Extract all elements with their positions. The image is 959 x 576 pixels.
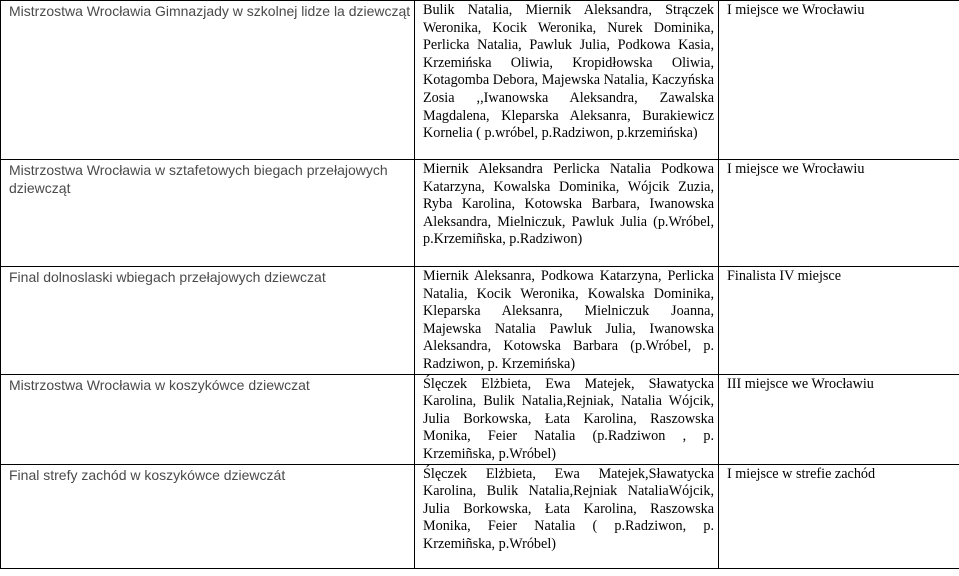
result-cell: I miejsce we Wrocławiu [719,1,959,160]
result-cell: I miejsce w strefie zachód [719,464,959,568]
team-members-cell: Bulik Natalia, Miernik Aleksandra, Strączek Weronika, Kocik Weronika, Nurek Dominika, Perlicka Natalia, Pawluk Julia, Podkowa Kasia, Krzemińska Oliwia, Kropidłowska Oliwia, Kotagomba Debora, Majewska Natalia, Kaczyńska Zosia ,,Iwanowska Aleksandra, Zawalska Magdalena, Kleparska Aleksanra, Burakiewicz Kornelia ( p.wróbel, p.Radziwon, p.krzemińska) [415,1,719,160]
event-name-cell: Final dolnoslaski wbiegach przełajowych dziewczat [1,267,415,375]
team-members-cell: Miernik Aleksandra Perlicka Natalia Podkowa Katarzyna, Kowalska Dominika, Wójcik Zuzia, Ryba Karolina, Kotowska Barbara, Iwanowska Aleksandra, Mielniczuk, Pawluk Julia (p.Wróbel, p.Krzemiñska, p.Radziwon) [415,160,719,267]
event-name-cell: Mistrzostwa Wrocławia Gimnazjady w szkolnej lidze la dziewcząt [1,1,415,160]
table-row [1,160,959,267]
table-row [1,267,959,375]
team-members-cell: Miernik Aleksanra, Podkowa Katarzyna, Perlicka Natalia, Kocik Weronika, Kowalska Dominika, Kleparska Aleksanra, Mielniczuk Joanna, Majewska Natalia Pawluk Julia, Iwanowska Aleksandra, Kotowska Barbara (p.Wróbel, p. Radziwon, p. Krzemińska) [415,267,719,375]
result-cell: III miejsce we Wrocławiu [719,374,959,464]
event-name-cell: Mistrzostwa Wrocławia w sztafetowych biegach przełajowych dziewcząt [1,160,415,267]
result-cell: I miejsce we Wrocławiu [719,160,959,267]
event-name-cell: Final strefy zachód w koszykówce dziewczát [1,464,415,568]
event-name-cell: Mistrzostwa Wrocławia w koszykówce dziewczat [1,374,415,464]
table-row [1,1,959,160]
team-members-cell: Ślęczek Elżbieta, Ewa Matejek, Sławatycka Karolina, Bulik Natalia,Rejniak, Natalia Wójcik, Julia Borkowska, Łata Karolina, Raszowska Monika, Feier Natalia (p.Radziwon , p. Krzemiñska, p.Wróbel) [415,374,719,464]
team-members-cell: Ślęczek Elżbieta, Ewa Matejek,Sławatycka Karolina, Bulik Natalia,Rejniak NataliaWójcik, Julia Borkowska, Łata Karolina, Raszowska Monika, Feier Natalia ( p.Radziwon, p. Krzemiñska, p.Wróbel) [415,464,719,568]
table-row [1,464,959,568]
table-row [1,374,959,464]
result-cell: Finalista IV miejsce [719,267,959,375]
